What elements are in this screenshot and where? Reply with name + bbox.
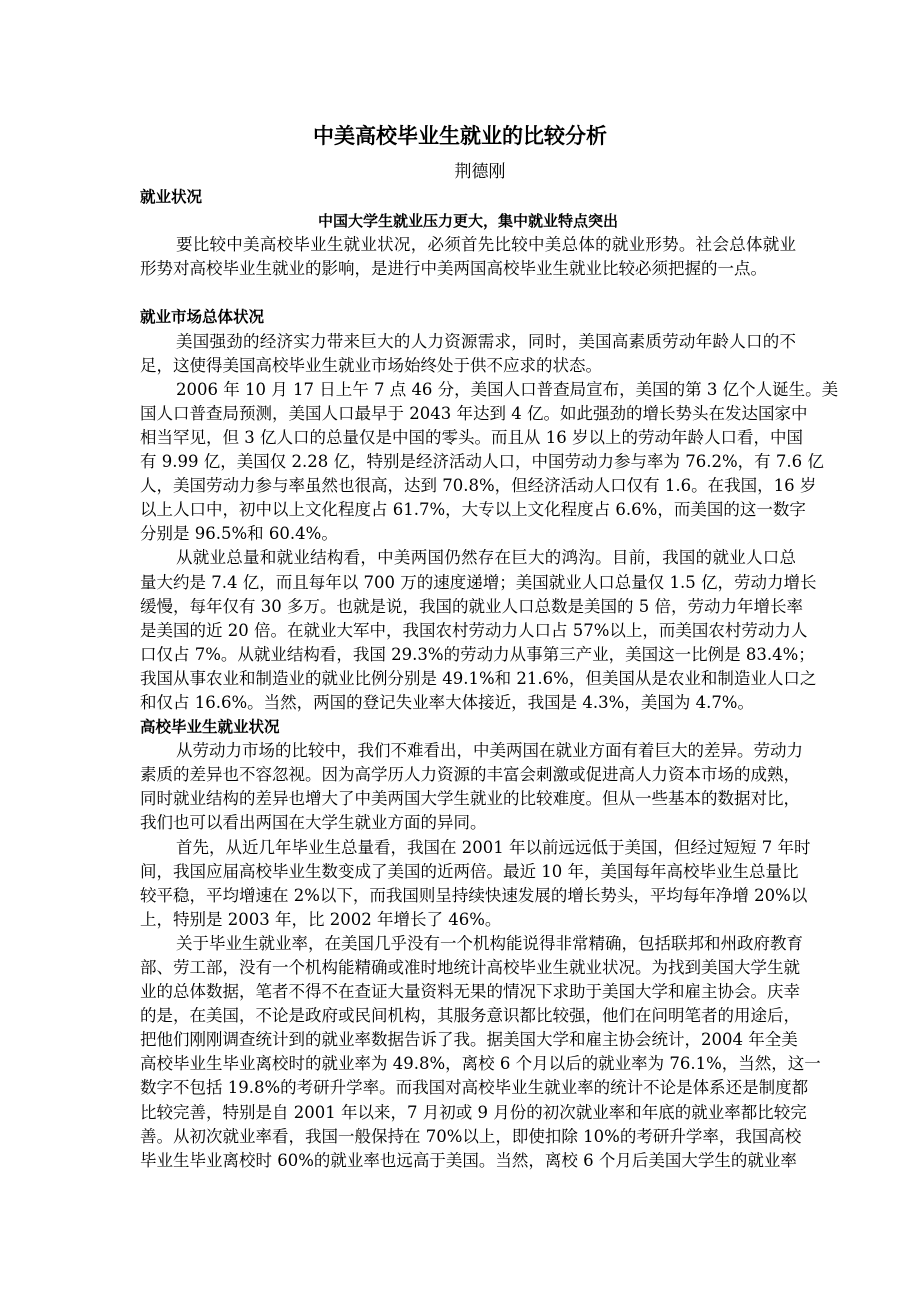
- text-line: 上，特别是 2003 年，比 2002 年增长了 46%。: [140, 909, 502, 929]
- text-line: 素质的差异也不容忽视。因为高学历人力资源的丰富会刺激或促进高人力资本市场的成熟，: [140, 765, 800, 785]
- text-line: 形势对高校毕业生就业的影响，是进行中美两国高校毕业生就业比较必须把握的一点。: [140, 259, 767, 279]
- text-line: 量大约是 7.4 亿，而且每年以 700 万的速度递增；美国就业人口总量仅 1.5 亿，劳动力增长: [140, 572, 817, 592]
- document-title: 中美高校毕业生就业的比较分析: [313, 124, 607, 148]
- text-line: 关于毕业生就业率，在美国几乎没有一个机构能说得非常精确，包括联邦和州政府教育: [176, 933, 803, 953]
- text-line: 有 9.99 亿，美国仅 2.28 亿，特别是经济活动人口，中国劳动力参与率为 76.2%，有 7.6 亿: [140, 452, 824, 472]
- text-line: 以上人口中，初中以上文化程度占 61.7%，大专以上文化程度占 6.6%，而美国的这一数字: [140, 500, 806, 520]
- text-line: 从劳动力市场的比较中，我们不难看出，中美两国在就业方面有着巨大的差异。劳动力: [176, 741, 803, 761]
- text-line: 间，我国应届高校毕业生数变成了美国的近两倍。最近 10 年，美国每年高校毕业生总量比: [140, 861, 799, 881]
- text-line: 缓慢，每年仅有 30 多万。也就是说，我国的就业人口总数是美国的 5 倍，劳动力年增长率: [140, 596, 803, 616]
- text-line: 从就业总量和就业结构看，中美两国仍然存在巨大的鸿沟。目前，我国的就业人口总: [176, 548, 796, 568]
- text-line: 高校毕业生毕业离校时的就业率为 49.8%，离校 6 个月以后的就业率为 76.1%，当然，这一: [140, 1054, 821, 1074]
- paragraph: [140, 546, 817, 715]
- text-line: 同时就业结构的差异也增大了中美两国大学生就业的比较难度。但从一些基本的数据对比，: [140, 789, 800, 809]
- text-line: 中国大学生就业压力更大，集中就业特点突出: [317, 212, 618, 231]
- text-line: 数字不包括 19.8%的考研升学率。而我国对高校毕业生就业率的统计不论是体系还是制度都: [140, 1078, 809, 1098]
- text-line: 就业状况: [140, 188, 203, 206]
- section-heading: [140, 305, 796, 329]
- text-line: 的是，在美国，不论是政府或民间机构，其服务意识都比较强，他们在问明笔者的用途后，: [140, 1006, 800, 1026]
- text-line: 我国从事农业和制造业的就业比例分别是 49.1%和 21.6%，但美国从是农业和制造业人口之: [140, 668, 817, 688]
- text-line: 国人口普查局预测，美国人口最早于 2043 年达到 4 亿。如此强劲的增长势头在发达国家中: [140, 403, 808, 423]
- paragraph: [140, 932, 821, 1173]
- text-line: 业的总体数据，笔者不得不在查证大量资料无果的情况下求助于美国大学和雇主协会。庆幸: [140, 982, 800, 1002]
- text-line: 相当罕见，但 3 亿人口的总量仅是中国的零头。而且从 16 岁以上的劳动年龄人口看，中国: [140, 427, 803, 447]
- text-line: 人，美国劳动力参与率虽然也很高，达到 70.8%，但经济活动人口仅有 1.6。在我国，16 岁: [140, 476, 817, 496]
- text-line: 2006 年 10 月 17 日上午 7 点 46 分，美国人口普查局宣布，美国的第 3 亿个人诞生。美: [176, 379, 839, 399]
- text-line: 毕业生毕业离校时 60%的就业率也远高于美国。当然，离校 6 个月后美国大学生的就业率: [140, 1150, 797, 1170]
- text-line: 首先，从近几年毕业生总量看，我国在 2001 年以前远远低于美国，但经过短短 7 年时: [176, 837, 811, 857]
- paragraph: [140, 739, 803, 835]
- document-body: [140, 185, 839, 1173]
- text-line: 把他们刚刚调查统计到的就业率数据告诉了我。据美国大学和雇主协会统计，2004 年全美: [140, 1030, 798, 1050]
- text-line: 是美国的近 20 倍。在就业大军中，我国农村劳动力人口占 57%以上，而美国农村劳动力人: [140, 620, 808, 640]
- text-line: 美国强劲的经济实力带来巨大的人力资源需求，同时，美国高素质劳动年龄人口的不: [176, 331, 796, 351]
- paragraph: [140, 233, 796, 281]
- text-line: 比较完善，特别是自 2001 年以来，7 月初或 9 月份的初次就业率和年底的就业率都比较完: [140, 1102, 807, 1122]
- section-heading: [140, 185, 796, 209]
- text-line: 足，这使得美国高校毕业生就业市场始终处于供不应求的状态。: [140, 355, 602, 375]
- paragraph: [140, 378, 839, 547]
- author-name: 荆德刚: [454, 162, 506, 182]
- text-line: 口仅占 7%。从就业结构看，我国 29.3%的劳动力从事第三产业，美国这一比例是 83.4%；: [140, 644, 815, 664]
- paragraph: [140, 836, 811, 932]
- text-line: 我们也可以看出两国在大学生就业方面的异同。: [140, 813, 487, 833]
- text-line: 善。从初次就业率看，我国一般保持在 70%以上，即使扣除 10%的考研升学率，我国高校: [140, 1126, 802, 1146]
- text-line: 就业市场总体状况: [140, 308, 265, 327]
- text-line: [140, 281, 796, 305]
- text-line: 部、劳工部，没有一个机构能精确或准时地统计高校毕业生就业状况。为找到美国大学生就: [140, 958, 800, 977]
- section-heading: [140, 715, 796, 739]
- text-line: 要比较中美高校毕业生就业状况，必须首先比较中美总体的就业形势。社会总体就业: [176, 235, 796, 255]
- spacer: [140, 281, 796, 305]
- paragraph: [140, 330, 796, 378]
- subtitle: [140, 209, 796, 233]
- text-line: 分别是 96.5%和 60.4%。: [140, 524, 338, 544]
- text-line: 较平稳，平均增速在 2%以下，而我国则呈持续快速发展的增长势头，平均每年净增 20%以: [140, 885, 808, 905]
- text-line: 和仅占 16.6%。当然，两国的登记失业率大体接近，我国是 4.3%，美国为 4.7%。: [140, 692, 754, 712]
- text-line: 高校毕业生就业状况: [140, 718, 280, 737]
